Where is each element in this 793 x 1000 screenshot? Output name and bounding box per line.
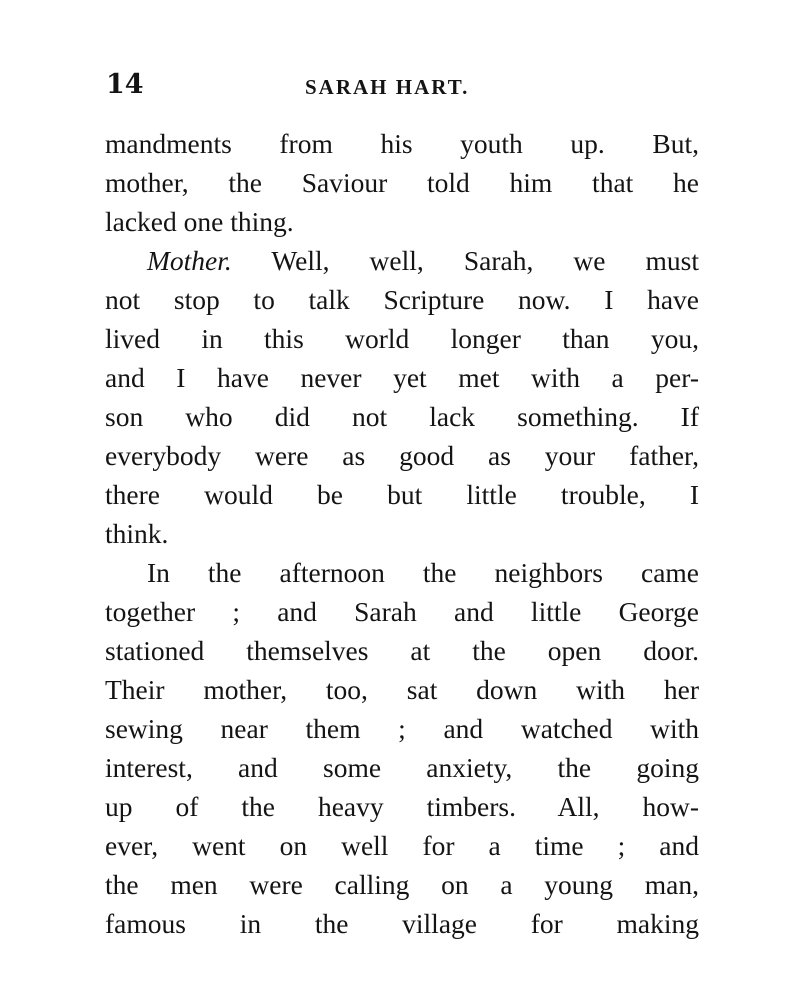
page-number: 14: [106, 69, 144, 100]
body-text: [105, 124, 699, 943]
text-line: together ; and Sarah and little George: [105, 596, 699, 627]
text-line: son who did not lack something. If: [105, 401, 699, 432]
text-line: ever, went on well for a time ; and: [105, 830, 699, 861]
text-line: think.: [105, 518, 169, 549]
text-line: there would be but little trouble, I: [105, 479, 699, 510]
text-line: In the afternoon the neighbors came: [147, 557, 699, 588]
text-line: the men were calling on a young man,: [105, 869, 699, 900]
text-line: famous in the village for making: [105, 908, 699, 939]
text-line: stationed themselves at the open door.: [105, 635, 699, 666]
text-line: lived in this world longer than you,: [105, 323, 699, 354]
text-line: interest, and some anxiety, the going: [105, 752, 699, 783]
text-line: everybody were as good as your father,: [105, 440, 699, 471]
text-line: mother, the Saviour told him that he: [105, 167, 699, 198]
text-line: lacked one thing.: [105, 206, 294, 237]
text-line: up of the heavy timbers. All, how-: [105, 791, 699, 822]
text-line: [105, 241, 699, 280]
text-line: and I have never yet met with a per-: [105, 362, 699, 393]
text-line: not stop to talk Scripture now. I have: [105, 284, 699, 315]
text-line: mandments from his youth up. But,: [105, 128, 699, 159]
running-title: SARAH HART.: [305, 75, 470, 99]
text-line: Their mother, too, sat down with her: [105, 674, 699, 705]
text-span: Well, well, Sarah, we must: [231, 245, 699, 276]
speaker-name: Mother.: [147, 245, 232, 276]
text-line: sewing near them ; and watched with: [105, 713, 699, 744]
running-head: [100, 60, 700, 110]
